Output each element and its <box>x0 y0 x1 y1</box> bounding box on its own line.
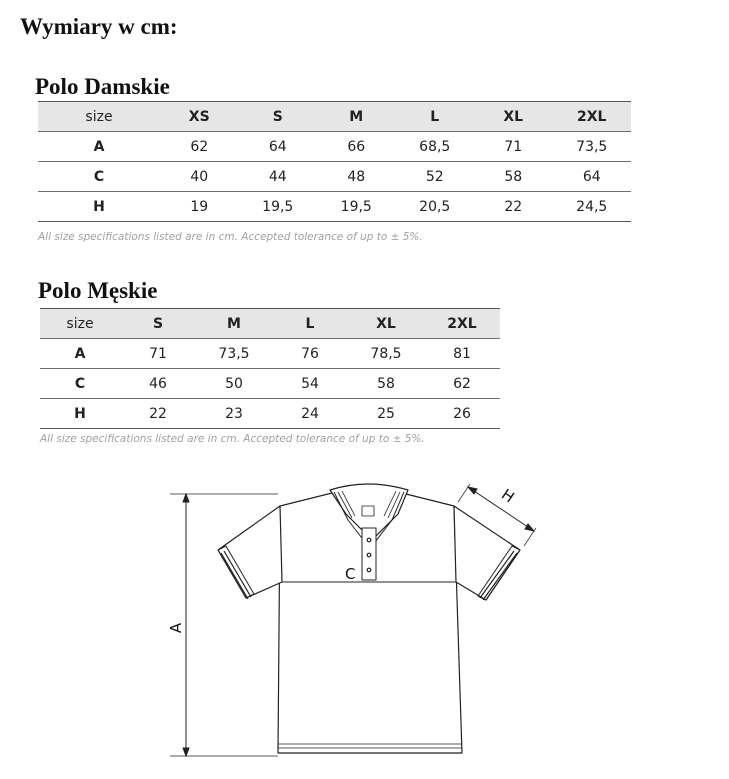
page-title: Wymiary w cm: <box>20 14 178 39</box>
table-cell: 24,5 <box>553 192 632 222</box>
polo-measurement-diagram <box>0 470 729 775</box>
table-cell: 26 <box>424 399 500 429</box>
table-header-cell: 2XL <box>553 102 632 132</box>
left-sleeve-outline <box>218 506 282 598</box>
table-cell: 66 <box>317 132 396 162</box>
table-row <box>40 399 500 429</box>
row-label: A <box>40 339 120 369</box>
row-label: H <box>40 399 120 429</box>
table-cell: 19 <box>160 192 239 222</box>
table-header-row <box>38 102 631 132</box>
table-row <box>40 339 500 369</box>
sleeve-label: H <box>498 485 518 507</box>
table-header-cell: 2XL <box>424 309 500 339</box>
table-header-cell: size <box>38 102 160 132</box>
table-row <box>38 162 631 192</box>
men-tolerance-note: All size specifications listed are in cm. Accepted tolerance of up to ± 5%. <box>40 433 425 445</box>
table-cell: 52 <box>396 162 475 192</box>
table-cell: 50 <box>196 369 272 399</box>
table-cell: 81 <box>424 339 500 369</box>
row-label: A <box>38 132 160 162</box>
table-cell: 64 <box>239 132 318 162</box>
table-row <box>40 369 500 399</box>
table-cell: 24 <box>272 399 348 429</box>
table-cell: 78,5 <box>348 339 424 369</box>
table-cell: 19,5 <box>239 192 318 222</box>
table-cell: 25 <box>348 399 424 429</box>
table-cell: 62 <box>160 132 239 162</box>
table-row <box>38 192 631 222</box>
table-cell: 54 <box>272 369 348 399</box>
table-cell: 44 <box>239 162 318 192</box>
table-header-cell: L <box>272 309 348 339</box>
table-cell: 23 <box>196 399 272 429</box>
table-cell: 68,5 <box>396 132 475 162</box>
table-header-row <box>40 309 500 339</box>
table-cell: 20,5 <box>396 192 475 222</box>
table-header-cell: M <box>196 309 272 339</box>
logo-tag <box>362 506 374 516</box>
table-header-cell: size <box>40 309 120 339</box>
women-size-table <box>38 101 631 222</box>
table-cell: 46 <box>120 369 196 399</box>
table-row <box>38 132 631 162</box>
women-section-title: Polo Damskie <box>35 74 170 99</box>
men-size-table <box>40 308 500 429</box>
length-label: A <box>167 622 185 634</box>
table-cell: 73,5 <box>196 339 272 369</box>
chest-label: C <box>345 565 356 583</box>
table-cell: 62 <box>424 369 500 399</box>
table-cell: 40 <box>160 162 239 192</box>
table-cell: 71 <box>474 132 553 162</box>
women-tolerance-note: All size specifications listed are in cm. Accepted tolerance of up to ± 5%. <box>38 231 423 243</box>
table-cell: 76 <box>272 339 348 369</box>
table-cell: 22 <box>474 192 553 222</box>
table-cell: 19,5 <box>317 192 396 222</box>
table-cell: 58 <box>348 369 424 399</box>
table-header-cell: M <box>317 102 396 132</box>
table-cell: 73,5 <box>553 132 632 162</box>
table-header-cell: S <box>120 309 196 339</box>
row-label: H <box>38 192 160 222</box>
table-cell: 48 <box>317 162 396 192</box>
table-header-cell: XL <box>348 309 424 339</box>
table-cell: 58 <box>474 162 553 192</box>
table-header-cell: L <box>396 102 475 132</box>
men-section-title: Polo Męskie <box>38 278 158 303</box>
table-header-cell: XL <box>474 102 553 132</box>
table-header-cell: XS <box>160 102 239 132</box>
row-label: C <box>38 162 160 192</box>
row-label: C <box>40 369 120 399</box>
right-sleeve-outline <box>454 506 520 600</box>
table-cell: 71 <box>120 339 196 369</box>
table-cell: 22 <box>120 399 196 429</box>
table-cell: 64 <box>553 162 632 192</box>
table-header-cell: S <box>239 102 318 132</box>
